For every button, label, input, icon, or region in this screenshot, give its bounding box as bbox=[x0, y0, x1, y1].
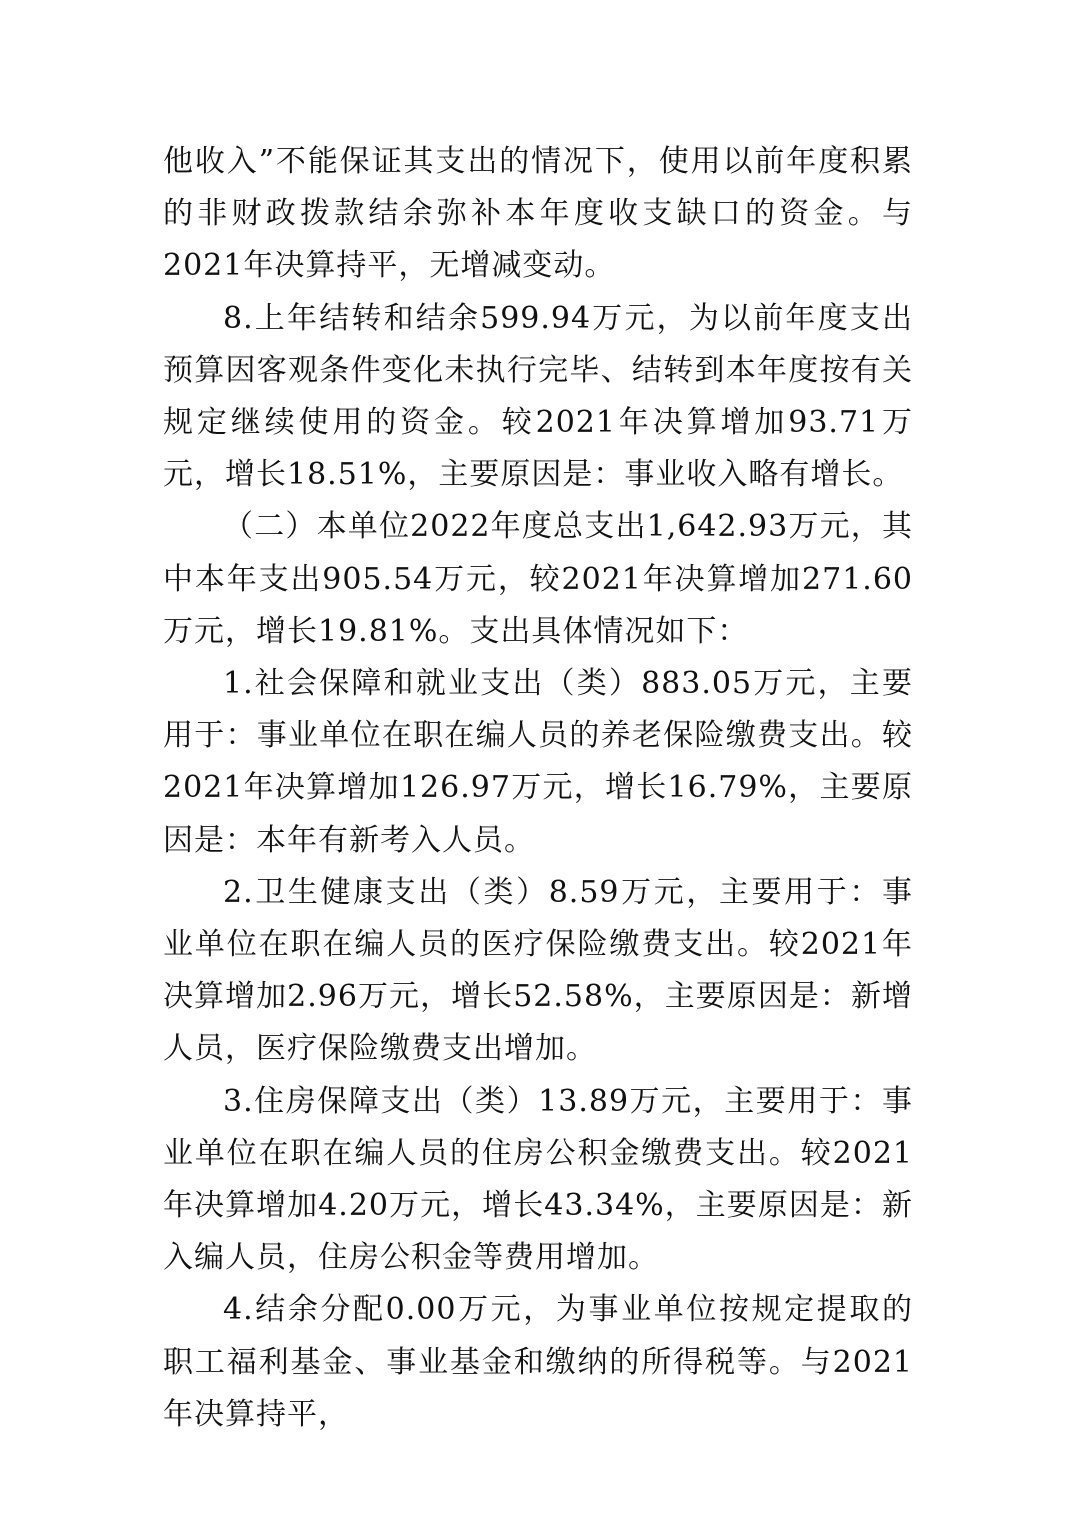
body-text bbox=[163, 136, 913, 1441]
paragraph-item-8-prior-year-carryover: 8.上年结转和结余599.94万元，为以前年度支出预算因客观条件变化未执行完毕、结转到本年度按有关规定继续使用的资金。较2021年决算增加93.71万元，增长18.51%，主要原因是：事业收入略有增长。 bbox=[163, 300, 913, 493]
paragraph-item-3-housing: 3.住房保障支出（类）13.89万元，主要用于：事业单位在职在编人员的住房公积金缴费支出。较2021年决算增加4.20万元，增长43.34%，主要原因是：新入编人员，住房公积金等费用增加。 bbox=[163, 1083, 913, 1276]
paragraph-section-2-total-expenditure: （二）本单位2022年度总支出1,642.93万元，其中本年支出905.54万元，较2021年决算增加271.60万元，增长19.81%。支出具体情况如下： bbox=[163, 509, 913, 649]
paragraph-item-4-surplus-distribution: 4.结余分配0.00万元，为事业单位按规定提取的职工福利基金、事业基金和缴纳的所得税等。与2021年决算持平， bbox=[163, 1292, 913, 1432]
paragraph-item-2-health: 2.卫生健康支出（类）8.59万元，主要用于：事业单位在职在编人员的医疗保险缴费支出。较2021年决算增加2.96万元，增长52.58%，主要原因是：新增人员，医疗保险缴费支出增加。 bbox=[163, 874, 913, 1067]
paragraph-continuation: 他收入”不能保证其支出的情况下，使用以前年度积累的非财政拨款结余弥补本年度收支缺口的资金。与2021年决算持平，无增减变动。 bbox=[163, 144, 913, 284]
paragraph-item-1-social-security: 1.社会保障和就业支出（类）883.05万元，主要用于：事业单位在职在编人员的养老保险缴费支出。较2021年决算增加126.97万元，增长16.79%，主要原因是：本年有新考入人员。 bbox=[163, 666, 913, 858]
